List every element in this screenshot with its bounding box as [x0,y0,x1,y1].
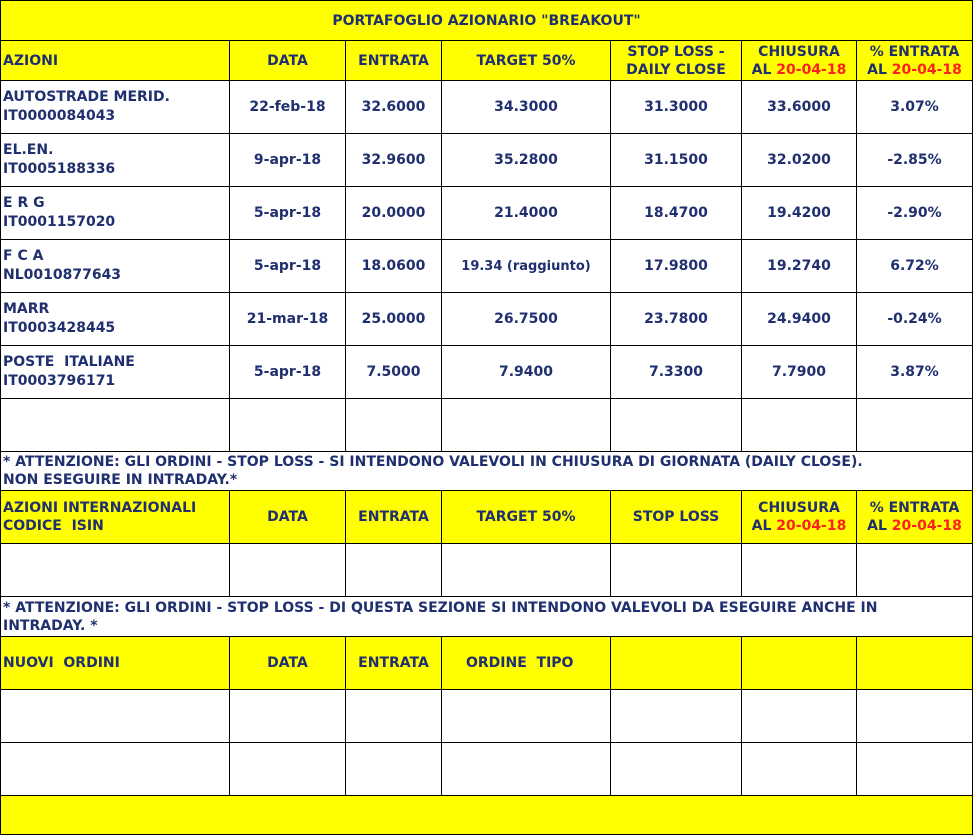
stock-cell [1,293,230,346]
entrata-cell: 32.9600 [346,134,442,187]
empty-cell [1,399,230,452]
stock-isin: IT0001157020 [3,214,116,230]
pct-entrata-cell: -2.90% [857,187,973,240]
empty-cell [742,544,857,597]
stock-name: AUTOSTRADE MERID. [3,89,170,105]
empty-cell [742,743,857,796]
col-header-target: TARGET 50% [442,491,611,544]
empty-cell [857,399,973,452]
header-row-azioni [1,41,973,81]
stock-name: F C A [3,248,44,264]
warning-intraday-line2: INTRADAY. * [3,617,98,634]
chiusura-al-label: AL [751,518,777,534]
col-header-entrata: ENTRATA [346,491,442,544]
data-cell: 21-mar-18 [230,293,346,346]
warning-intraday-line1: * ATTENZIONE: GLI ORDINI - STOP LOSS - DI QUESTA SEZIONE SI INTENDONO VALEVOLI DA ESEGUIRE ANCHE IN [3,599,878,616]
col-header-empty [611,637,742,690]
empty-cell [611,544,742,597]
col-header-chiusura [742,41,857,81]
data-cell: 5-apr-18 [230,240,346,293]
chiusura-cell: 19.4200 [742,187,857,240]
col-header-stop-loss: STOP LOSS [611,491,742,544]
stock-name: MARR [3,301,50,317]
warning-daily-close [1,452,973,491]
col-header-empty [742,637,857,690]
pct-entrata-cell: 6.72% [857,240,973,293]
empty-row [1,399,973,452]
empty-cell [857,544,973,597]
stock-isin: IT0003796171 [3,373,116,389]
empty-cell [857,690,973,743]
pct-entrata-cell: -2.85% [857,134,973,187]
empty-cell [346,690,442,743]
empty-cell [230,399,346,452]
stop-loss-cell: 7.3300 [611,346,742,399]
empty-cell [611,743,742,796]
page-title: PORTAFOGLIO AZIONARIO "BREAKOUT" [1,1,973,41]
header-row-nuovi-ordini [1,637,973,690]
pct-entrata-label: % ENTRATA [869,43,960,60]
table-row [1,187,973,240]
pct-date: 20-04-18 [891,61,962,78]
empty-cell [742,690,857,743]
pct-al-label: AL [867,61,892,78]
stop-loss-cell: 31.3000 [611,81,742,134]
target-cell: 34.3000 [442,81,611,134]
col-header-data: DATA [230,41,346,81]
footer-bar [1,796,973,835]
empty-cell [442,743,611,796]
pct-al-label: AL [867,518,892,534]
empty-cell [442,544,611,597]
chiusura-date: 20-04-18 [776,518,847,534]
target-cell: 35.2800 [442,134,611,187]
empty-cell [230,743,346,796]
col-header-chiusura [742,491,857,544]
target-cell: 7.9400 [442,346,611,399]
chiusura-cell: 33.6000 [742,81,857,134]
pct-entrata-cell: 3.87% [857,346,973,399]
col-header-target: TARGET 50% [442,41,611,81]
empty-row [1,743,973,796]
empty-row [1,690,973,743]
stock-isin: NL0010877643 [3,267,122,283]
empty-cell [742,399,857,452]
empty-cell [857,743,973,796]
stock-cell [1,81,230,134]
table-row [1,346,973,399]
entrata-cell: 18.0600 [346,240,442,293]
stock-isin: IT0003428445 [3,320,116,336]
empty-cell [346,399,442,452]
chiusura-date: 20-04-18 [776,61,847,78]
azioni-internazionali-label: AZIONI INTERNAZIONALI [3,500,197,516]
stock-cell [1,134,230,187]
table-row [1,134,973,187]
empty-cell [442,690,611,743]
entrata-cell: 20.0000 [346,187,442,240]
empty-cell [611,399,742,452]
pct-entrata-label: % ENTRATA [869,500,960,516]
stop-loss-cell: 31.1500 [611,134,742,187]
data-cell: 5-apr-18 [230,187,346,240]
chiusura-label: CHIUSURA [758,43,840,60]
pct-date: 20-04-18 [891,518,962,534]
stock-cell [1,240,230,293]
stop-loss-label-line2: DAILY CLOSE [626,61,726,78]
empty-cell [611,690,742,743]
col-header-entrata: ENTRATA [346,41,442,81]
col-header-data: DATA [230,637,346,690]
col-header-entrata: ENTRATA [346,637,442,690]
stock-name: EL.EN. [3,142,54,158]
pct-entrata-cell: -0.24% [857,293,973,346]
col-header-azioni-internazionali [1,491,230,544]
col-header-nuovi-ordini: NUOVI ORDINI [1,637,230,690]
stock-isin: IT0005188336 [3,161,116,177]
entrata-cell: 7.5000 [346,346,442,399]
target-cell: 19.34 (raggiunto) [442,240,611,293]
col-header-azioni: AZIONI [1,41,230,81]
empty-cell [1,743,230,796]
col-header-empty [857,637,973,690]
stock-name: POSTE ITALIANE [3,354,135,370]
codice-isin-label: CODICE ISIN [3,518,104,534]
chiusura-al-label: AL [751,61,777,78]
warning-daily-close-line1: * ATTENZIONE: GLI ORDINI - STOP LOSS - SI INTENDONO VALEVOLI IN CHIUSURA DI GIORNATA (DAILY CLOSE). [3,454,863,470]
col-header-pct-entrata [857,491,973,544]
warning-intraday [1,597,973,637]
stock-cell [1,346,230,399]
col-header-data: DATA [230,491,346,544]
data-cell: 5-apr-18 [230,346,346,399]
table-row [1,81,973,134]
stock-name: E R G [3,195,45,211]
target-cell: 21.4000 [442,187,611,240]
entrata-cell: 25.0000 [346,293,442,346]
data-cell: 9-apr-18 [230,134,346,187]
col-header-ordine-tipo: ORDINE TIPO [442,637,611,690]
chiusura-cell: 32.0200 [742,134,857,187]
table-row [1,293,973,346]
stop-loss-label-line1: STOP LOSS - [627,43,725,60]
chiusura-cell: 24.9400 [742,293,857,346]
stop-loss-cell: 17.9800 [611,240,742,293]
chiusura-label: CHIUSURA [758,500,840,516]
data-cell: 22-feb-18 [230,81,346,134]
empty-cell [346,743,442,796]
stock-cell [1,187,230,240]
empty-cell [1,690,230,743]
empty-cell [442,399,611,452]
col-header-stop-loss [611,41,742,81]
chiusura-cell: 19.2740 [742,240,857,293]
warning-daily-close-line2: NON ESEGUIRE IN INTRADAY.* [3,472,238,488]
table-row [1,240,973,293]
chiusura-cell: 7.7900 [742,346,857,399]
target-cell: 26.7500 [442,293,611,346]
pct-entrata-cell: 3.07% [857,81,973,134]
stock-isin: IT0000084043 [3,108,116,124]
header-row-internazionali [1,491,973,544]
col-header-pct-entrata [857,41,973,81]
empty-cell [1,544,230,597]
entrata-cell: 32.6000 [346,81,442,134]
empty-cell [346,544,442,597]
empty-row [1,544,973,597]
stop-loss-cell: 18.4700 [611,187,742,240]
empty-cell [230,544,346,597]
empty-cell [230,690,346,743]
stop-loss-cell: 23.7800 [611,293,742,346]
